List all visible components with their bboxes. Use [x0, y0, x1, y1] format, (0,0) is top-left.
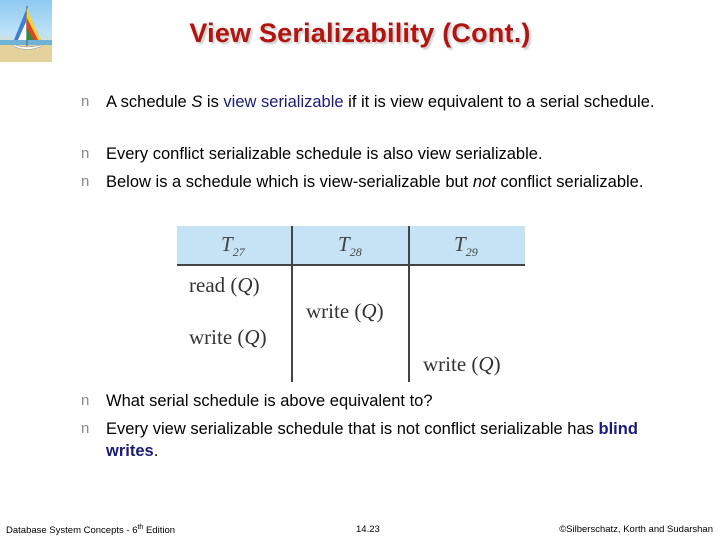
transaction-name: T	[454, 232, 466, 256]
footer-book-text: Database System Concepts - 6	[6, 525, 138, 537]
bullet-text-part: Below is a schedule which is view-serializable but	[106, 173, 473, 191]
op-action: write	[423, 352, 467, 376]
bullet-text: What serial schedule is above equivalent to?	[106, 392, 433, 410]
schedule-op-t29-write: write (Q)	[423, 352, 501, 376]
term-view-serializable: view serializable	[223, 93, 344, 111]
bullet-marker: n	[81, 145, 90, 162]
schedule-table	[177, 226, 525, 382]
bullet-text	[106, 91, 661, 113]
op-item: Q	[244, 325, 260, 349]
bullet-text-part: .	[153, 442, 159, 460]
bullet-marker: n	[81, 392, 90, 409]
bullet-item	[81, 390, 661, 412]
term-blind-writes: blind writes	[106, 420, 638, 460]
bullet-text-part: Every view serializable schedule that is not conflict serializable has	[106, 420, 599, 438]
bullet-marker: n	[81, 93, 90, 110]
schedule-op-t27-write: write (Q)	[189, 325, 267, 349]
bullet-marker: n	[81, 420, 90, 437]
bullet-text-part: A schedule	[106, 93, 192, 111]
schedule-op-t28-write: write (Q)	[306, 299, 384, 323]
op-action: write	[189, 325, 233, 349]
bullet-text-emphasis: not	[472, 173, 496, 191]
bullet-text	[106, 418, 661, 462]
bullet-text-part: is	[202, 93, 224, 111]
op-item: Q	[361, 299, 377, 323]
column-divider	[408, 226, 410, 382]
transaction-name: T	[338, 232, 350, 256]
header-divider	[177, 264, 525, 266]
transaction-header-t29	[454, 232, 478, 260]
bullet-text-variable: S	[191, 93, 203, 111]
bullet-item	[81, 171, 661, 193]
bullet-text	[106, 171, 661, 193]
bullet-text-part: if it is view equivalent to a serial schedule.	[343, 93, 655, 111]
column-divider	[291, 226, 293, 382]
bullet-item	[81, 91, 661, 113]
transaction-header-t28	[338, 232, 362, 260]
transaction-subscript: 28	[349, 245, 362, 260]
bullet-text-part: conflict serializable.	[495, 173, 644, 191]
bullet-text: Every conflict serializable schedule is also view serializable.	[106, 145, 543, 163]
footer-book-sup: th	[137, 524, 144, 531]
bullet-marker: n	[81, 173, 90, 190]
footer-copyright: ©Silberschatz, Korth and Sudarshan	[559, 524, 713, 535]
op-item: Q	[478, 352, 494, 376]
bullet-item	[81, 143, 661, 165]
slide-title: View Serializability (Cont.)	[189, 18, 531, 48]
transaction-subscript: 29	[465, 245, 478, 260]
footer-page-number: 14.23	[356, 524, 380, 535]
footer-book-title	[6, 524, 175, 536]
bullet-item	[81, 418, 661, 462]
op-action: write	[306, 299, 350, 323]
transaction-subscript: 27	[232, 245, 245, 260]
transaction-name: T	[221, 232, 233, 256]
schedule-op-t27-read: read (Q)	[189, 273, 260, 297]
op-item: Q	[237, 273, 253, 297]
op-action: read	[189, 273, 226, 297]
transaction-header-t27	[221, 232, 245, 260]
footer-book-text: Edition	[143, 525, 176, 537]
